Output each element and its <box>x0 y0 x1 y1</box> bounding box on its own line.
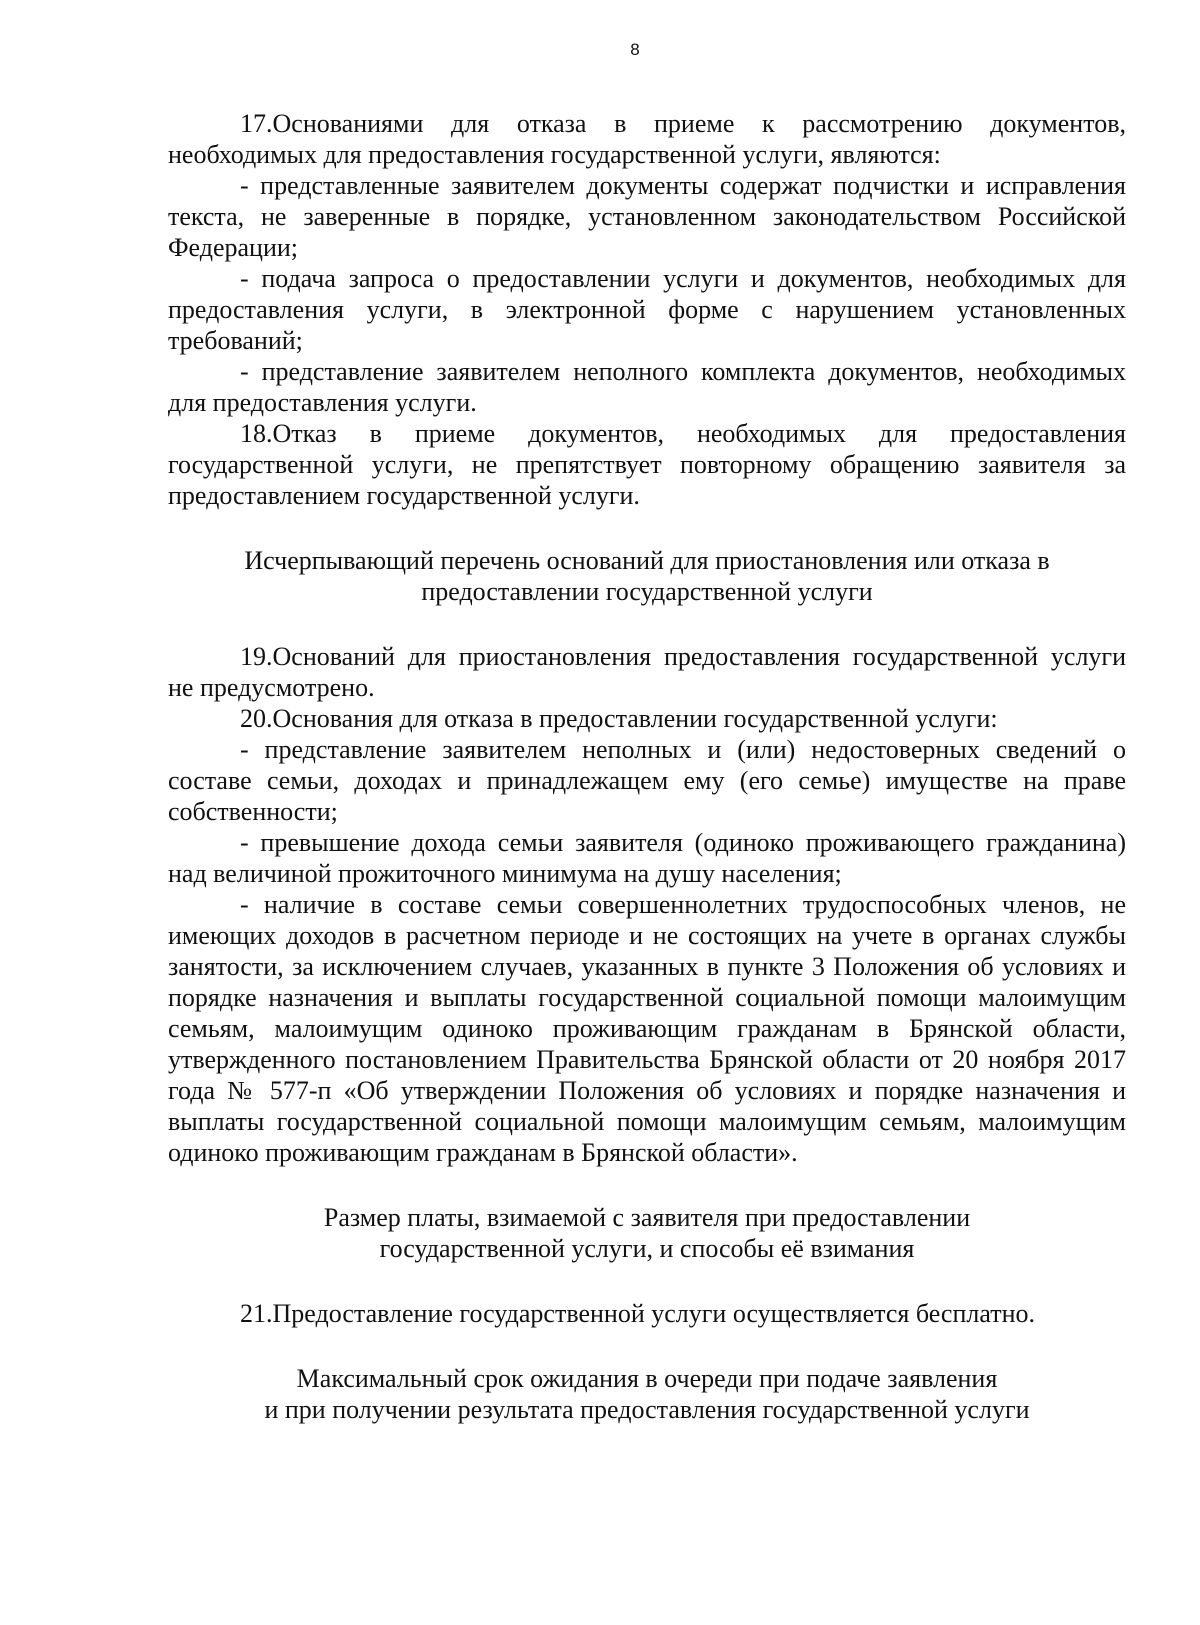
section-heading-fee-line-2: государственной услуги, и способы её взимания <box>379 1234 915 1263</box>
section-heading-fee-line-1: Размер платы, взимаемой с заявителя при предоставлении <box>323 1203 971 1232</box>
section-heading-suspension-line-2: предоставлении государственной услуги <box>421 577 873 606</box>
paragraph-17: 17.Основаниями для отказа в приеме к рассмотрению документов, необходимых для предоставления государственной услуги, являются: <box>168 109 1126 169</box>
paragraph-17-item-3: - представление заявителем неполного комплекта документов, необходимых для предоставления услуги. <box>168 357 1126 417</box>
paragraph-17-item-1: - представленные заявителем документы содержат подчистки и исправления текста, не заверенные в порядке, установленном законодательством Российской Федерации; <box>168 171 1126 262</box>
paragraph-20-item-3: - наличие в составе семьи совершеннолетних трудоспособных членов, не имеющих доходов в расчетном периоде и не состоящих на учете в органах службы занятости, за исключением случаев, указанных в пункте 3 Положения об условиях и порядке назначения и выплаты государственной социальной помощи малоимущим семьям, малоимущим одиноко проживающим гражданам в Брянской области, утвержденного постановлением Правительства Брянской области от 20 ноября 2017 года № 577-п «Об утверждении Положения об условиях и порядке назначения и выплаты государственной социальной помощи малоимущим семьям, малоимущим одиноко проживающим гражданам в Брянской области». <box>168 890 1126 1167</box>
section-heading-fee <box>168 1202 1126 1264</box>
paragraph-18: 18.Отказ в приеме документов, необходимых для предоставления государственной услуги, не препятствует повторному обращению заявителя за предоставлением государственной услуги. <box>168 419 1126 510</box>
paragraph-21: 21.Предоставление государственной услуги осуществляется бесплатно. <box>240 1299 1036 1328</box>
paragraph-17-item-2: - подача запроса о предоставлении услуги и документов, необходимых для предоставления услуги, в электронной форме с нарушением установленных требований; <box>168 264 1126 355</box>
section-heading-waiting-time <box>168 1363 1126 1425</box>
section-heading-suspension-line-1: Исчерпывающий перечень оснований для приостановления или отказа в <box>244 546 1050 575</box>
paragraph-20-item-2: - превышение дохода семьи заявителя (одиноко проживающего гражданина) над величиной прожиточного минимума на душу населения; <box>168 828 1126 888</box>
section-heading-suspension <box>168 545 1126 607</box>
section-heading-waiting-time-line-1: Максимальный срок ожидания в очереди при подаче заявления <box>296 1364 998 1393</box>
paragraph-20: 20.Основания для отказа в предоставлении государственной услуги: <box>240 704 998 733</box>
paragraph-20-item-1: - представление заявителем неполных и (или) недостоверных сведений о составе семьи, доходах и принадлежащем ему (его семье) имуществе на праве собственности; <box>168 735 1126 826</box>
page-number: 8 <box>630 40 640 59</box>
paragraph-19: 19.Оснований для приостановления предоставления государственной услуги не предусмотрено. <box>168 642 1126 702</box>
section-heading-waiting-time-line-2: и при получении результата предоставления государственной услуги <box>264 1395 1030 1424</box>
document-body <box>168 108 1126 1425</box>
